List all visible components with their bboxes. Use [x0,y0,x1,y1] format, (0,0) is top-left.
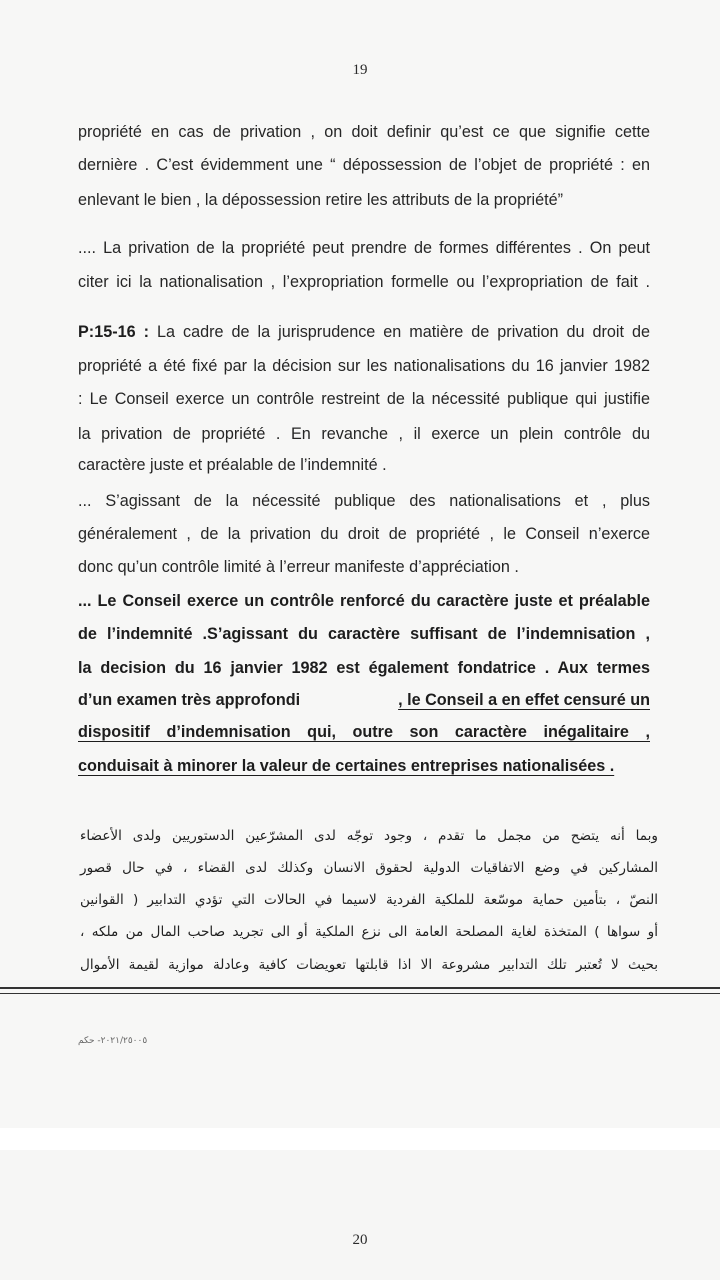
text-line: de l’indemnité .S’agissant du caractère suffisant de l’indemnisation , [78,625,650,643]
text-span: d’un examen très approfondi [78,691,301,709]
text-line: la decision du 16 janvier 1982 est également fondatrice . Aux termes [78,659,650,677]
text-line: citer ici la nationalisation , l’expropriation formelle ou l’expropriation de fait . [78,273,650,291]
horizontal-rule [0,987,720,989]
text-line: : Le Conseil exerce un contrôle restreint de la nécessité publique qui justifie [78,390,650,408]
text-span: La cadre de la jurisprudence en matière de privation du droit de [157,323,650,341]
footer-reference: ٢٠٢١/٢٥٠٠٥- حكم [78,1036,148,1046]
text-line: ... S’agissant de la nécessité publique des nationalisations et , plus [78,492,650,510]
text-line [78,690,650,710]
arabic-text-line: بحيث لا تُعتبر تلك التدابير مشروعة الا اذا قابلتها تعويضات كافية وعادلة موازية لقيمة الأموال [80,957,658,973]
text-line [78,322,650,342]
underlined-text: , le Conseil a en effet censuré un [398,691,650,709]
text-line: enlevant le bien , la dépossession retire les attributs de la propriété” [78,191,564,209]
page-number: 19 [352,62,368,78]
text-line: .... La privation de la propriété peut prendre de formes différentes . On peut [78,239,650,257]
arabic-text-line: المشاركين في وضع الاتفاقيات الدولية لحقوق الانسان وكذلك لدى القضاء ، في حال قصور [80,860,658,876]
text-line: caractère juste et préalable de l’indemnité . [78,456,387,474]
text-line: propriété a été fixé par la décision sur les nationalisations du 16 janvier 1982 [78,357,650,375]
text-line: donc qu’un contrôle limité à l’erreur manifeste d’appréciation . [78,558,519,576]
text-line: ... Le Conseil exerce un contrôle renforcé du caractère juste et préalable [78,592,650,610]
document-page-20 [0,1150,720,1280]
page-number: 20 [352,1232,368,1248]
text-line: généralement , de la privation du droit de propriété , le Conseil n’exerce [78,525,650,543]
page-gap [0,1128,720,1150]
text-line: la privation de propriété . En revanche , il exerce un plein contrôle du [78,425,650,443]
arabic-text-line: وبما أنه يتضح من مجمل ما تقدم ، وجود توجّه لدى المشرّعين الدستوريين ولدى الأعضاء [80,828,658,844]
horizontal-rule [0,993,720,994]
arabic-text-line: أو سواها ) المتخذة لغاية المصلحة العامة الى نزع الملكية أو الى تجريد صاحب المال من ملكه ، [80,924,658,940]
arabic-text-line: النصّ ، بتأمين حماية موسّعة للملكية الفردية لاسيما في الحالات التي تؤدي التدابير ( القوانين [80,892,658,908]
underlined-text-line: conduisait à minorer la valeur de certaines entreprises nationalisées . [78,757,615,775]
text-line: dernière . C’est évidemment une “ dépossession de l’objet de propriété : en [78,156,650,174]
underlined-text-line: dispositif d’indemnisation qui, outre son caractère inégalitaire , [78,723,650,741]
text-line: propriété en cas de privation , on doit definir qu’est ce que signifie cette [78,123,650,141]
pages-reference: P:15-16 : [78,323,149,341]
